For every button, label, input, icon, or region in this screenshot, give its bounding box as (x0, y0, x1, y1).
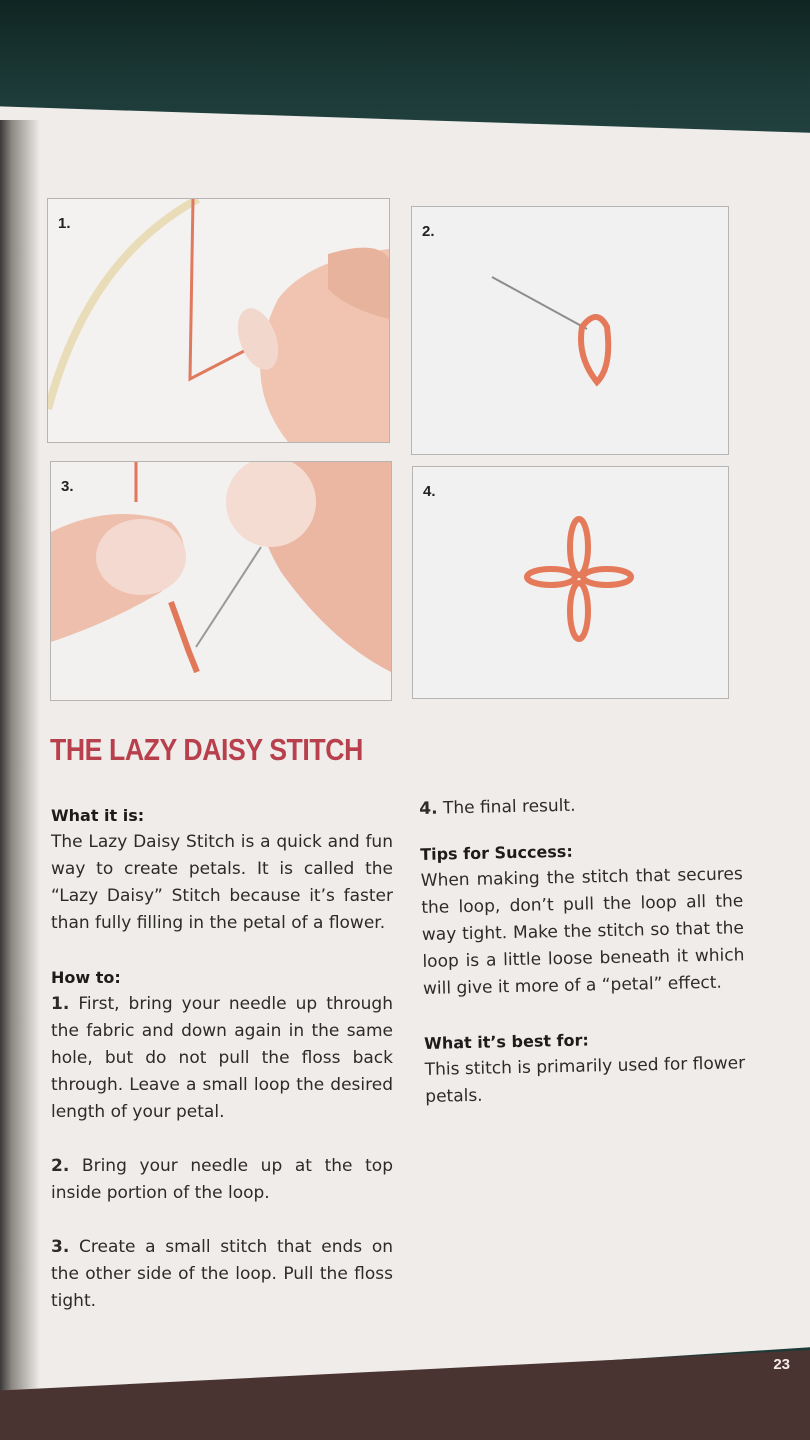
step-photo-1 (47, 198, 390, 443)
step-number: 2. (51, 1156, 70, 1176)
step-photo-4 (412, 466, 729, 699)
four-petal-flower-photo (413, 467, 728, 698)
best-for-heading: What it’s best for: (423, 1030, 590, 1053)
step-label: 2. (422, 223, 435, 240)
step-photo-3 (50, 461, 392, 701)
tips-text: When making the stitch that secures the loop, don’t pull the loop all the way tight. Make the stitch so that the loop is a little loose beneath it which will give it more of a “petal” effect. (420, 864, 745, 999)
step-number: 1. (51, 994, 70, 1014)
what-it-is-heading: What it is: (51, 806, 145, 825)
how-to-heading: How to: (51, 968, 121, 987)
step-1-text: 1. First, bring your needle up through the fabric and down again in the same hole, but do not pull the floss back through. Leave a small loop the desired length of your petal. (51, 994, 393, 1122)
step-2-text: 2. Bring your needle up at the top inside portion of the loop. (51, 1156, 393, 1203)
step-photo-2 (411, 206, 729, 455)
step-4-text: 4. The final result. (419, 795, 576, 819)
step-label: 3. (61, 478, 74, 495)
step-number: 3. (51, 1237, 70, 1257)
tips-heading: Tips for Success: (420, 841, 573, 864)
right-column (419, 789, 748, 1111)
hand-pulling-needle-photo (48, 199, 389, 442)
page-title: THE LAZY DAISY STITCH (50, 732, 363, 767)
left-column (51, 802, 393, 1315)
hand-securing-loop-photo (51, 462, 391, 700)
step-label: 1. (58, 215, 71, 232)
best-for-text: This stitch is primarily used for flower petals. (424, 1053, 746, 1107)
page-gutter-shadow (0, 120, 40, 1410)
page-number: 23 (773, 1356, 790, 1373)
what-it-is-text: The Lazy Daisy Stitch is a quick and fun way to create petals. It is called the “Lazy Daisy” Stitch because it’s faster than fully filling in the petal of a flower. (51, 832, 393, 933)
step-label: 4. (423, 483, 436, 500)
step-3-text: 3. Create a small stitch that ends on the other side of the loop. Pull the floss tight. (51, 1237, 393, 1311)
needle-through-loop-photo (412, 207, 728, 454)
step-number: 4. (419, 798, 438, 819)
